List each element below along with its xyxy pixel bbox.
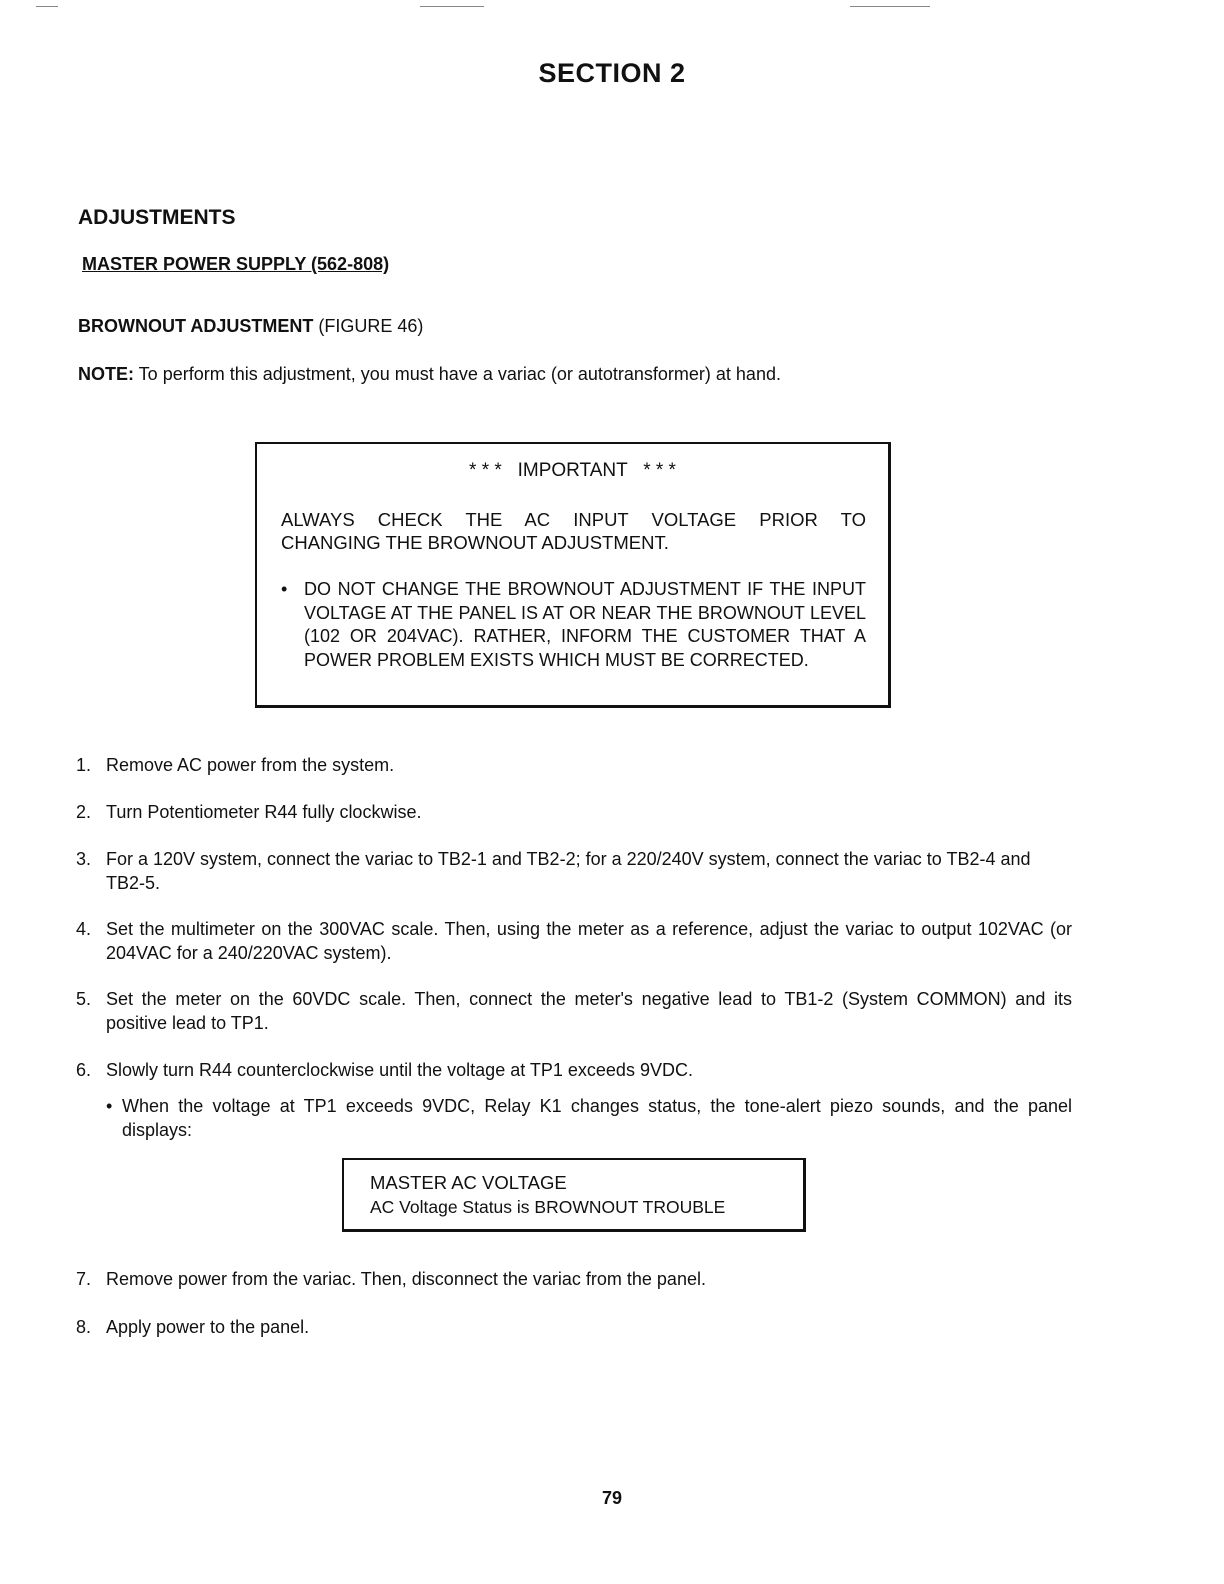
bullet-icon: •: [281, 579, 288, 599]
display-line1: MASTER AC VOLTAGE: [370, 1172, 567, 1193]
step-number: 3.: [76, 849, 92, 869]
scan-mark: [850, 6, 930, 7]
important-paragraph: [281, 508, 866, 554]
step-number: 7.: [76, 1269, 92, 1289]
step-text: Apply power to the panel.: [106, 1317, 310, 1337]
important-paragraph-line1: ALWAYS CHECK THE AC INPUT VOLTAGE PRIOR TO: [281, 509, 866, 530]
step-number: 8.: [76, 1317, 92, 1337]
master-power-supply-heading: MASTER POWER SUPPLY (562-808): [82, 254, 390, 274]
step-number: 2.: [76, 802, 92, 822]
scan-mark: [36, 6, 58, 7]
step-text: Set the meter on the 60VDC scale. Then, connect the meter's negative lead to TB1-2 (System COMMON) and its positive lead to TP1.: [106, 989, 1072, 1033]
step-number: 6.: [76, 1060, 92, 1080]
brownout-heading-bold: BROWNOUT ADJUSTMENT: [78, 316, 314, 336]
step-text: Set the multimeter on the 300VAC scale. Then, using the meter as a reference, adjust the variac to output 102VAC (or 204VAC for a 240/220VAC system).: [106, 919, 1072, 963]
note-label: NOTE:: [78, 364, 134, 384]
step-text: Remove power from the variac. Then, disconnect the variac from the panel.: [106, 1269, 706, 1289]
note: [78, 364, 781, 385]
note-text: To perform this adjustment, you must have a variac (or autotransformer) at hand.: [134, 364, 781, 384]
important-title: * * * IMPORTANT * * *: [469, 460, 676, 481]
important-box: [255, 442, 891, 708]
step-text: For a 120V system, connect the variac to TB2-1 and TB2-2; for a 220/240V system, connect the variac to TB2-4 and TB2-5.: [106, 849, 1031, 893]
step-number: 4.: [76, 919, 92, 939]
step-text: Remove AC power from the system.: [106, 755, 395, 775]
step-text: Turn Potentiometer R44 fully clockwise.: [106, 802, 422, 822]
important-bullet-text: DO NOT CHANGE THE BROWNOUT ADJUSTMENT IF THE INPUT VOLTAGE AT THE PANEL IS AT OR NEAR THE BROWNOUT LEVEL (102 OR 204VAC). RATHER, INFORM THE CUSTOMER THAT A POWER PROBLEM EXISTS WHICH MUST BE CORRECTED.: [304, 579, 866, 670]
brownout-figure-ref: (FIGURE 46): [313, 316, 424, 336]
brownout-adjustment-heading: [78, 316, 423, 337]
sub-bullet-text: When the voltage at TP1 exceeds 9VDC, Relay K1 changes status, the tone-alert piezo sounds, and the panel displays:: [122, 1096, 1072, 1140]
display-line2: AC Voltage Status is BROWNOUT TROUBLE: [370, 1197, 726, 1217]
step-number: 1.: [76, 755, 92, 775]
bullet-icon: •: [106, 1096, 113, 1116]
scan-mark: [420, 6, 484, 7]
step-text: Slowly turn R44 counterclockwise until the voltage at TP1 exceeds 9VDC.: [106, 1060, 693, 1080]
important-paragraph-line2: CHANGING THE BROWNOUT ADJUSTMENT.: [281, 532, 669, 553]
page-title: SECTION 2: [538, 58, 686, 88]
step-number: 5.: [76, 989, 92, 1009]
panel-display-box: [342, 1158, 806, 1232]
adjustments-heading: ADJUSTMENTS: [78, 206, 236, 229]
page-number: 79: [601, 1488, 623, 1508]
